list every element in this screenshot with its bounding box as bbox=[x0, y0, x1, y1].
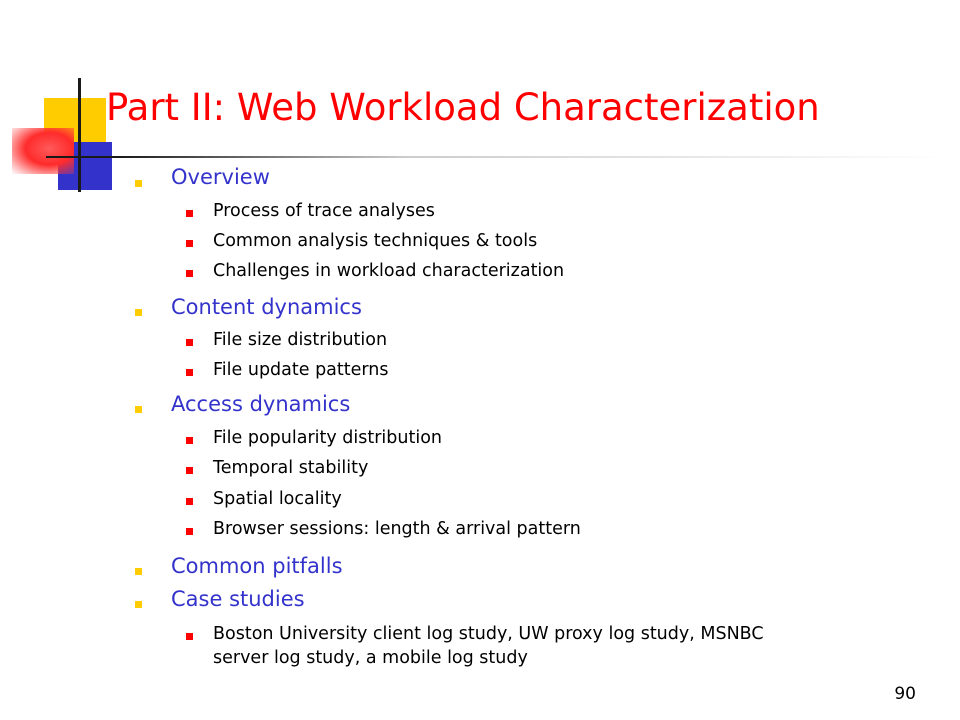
level2-bullet bbox=[186, 369, 193, 376]
section-label-common-pitfalls: Common pitfalls bbox=[171, 554, 343, 578]
page-number: 90 bbox=[894, 684, 916, 704]
vertical-rule bbox=[78, 78, 81, 192]
level2-bullet bbox=[186, 467, 193, 474]
list-item: File update patterns bbox=[213, 360, 389, 380]
level1-bullet bbox=[135, 568, 142, 575]
section-label-access-dynamics: Access dynamics bbox=[171, 392, 351, 416]
level2-bullet bbox=[186, 240, 193, 247]
level2-bullet bbox=[186, 339, 193, 346]
level2-bullet bbox=[186, 528, 193, 535]
section-label-content-dynamics: Content dynamics bbox=[171, 295, 362, 319]
title-underline bbox=[46, 156, 946, 158]
level2-bullet bbox=[186, 270, 193, 277]
list-item: Common analysis techniques & tools bbox=[213, 231, 538, 251]
level2-bullet bbox=[186, 210, 193, 217]
list-item: File size distribution bbox=[213, 330, 388, 350]
list-item: Boston University client log study, UW proxy log study, MSNBC bbox=[213, 624, 764, 644]
list-item: File popularity distribution bbox=[213, 428, 443, 448]
slide-title: Part II: Web Workload Characterization bbox=[106, 86, 820, 129]
level2-bullet bbox=[186, 437, 193, 444]
level1-bullet bbox=[135, 601, 142, 608]
level1-bullet bbox=[135, 406, 142, 413]
level2-bullet bbox=[186, 498, 193, 505]
list-item: Temporal stability bbox=[213, 458, 369, 478]
list-item: Browser sessions: length & arrival pattern bbox=[213, 519, 581, 539]
level2-bullet bbox=[186, 633, 193, 640]
level1-bullet bbox=[135, 180, 142, 187]
section-label-case-studies: Case studies bbox=[171, 587, 305, 611]
list-item-continuation: server log study, a mobile log study bbox=[213, 648, 528, 668]
list-item: Process of trace analyses bbox=[213, 201, 435, 221]
red-square bbox=[12, 128, 74, 174]
level1-bullet bbox=[135, 309, 142, 316]
section-label-overview: Overview bbox=[171, 165, 270, 189]
list-item: Challenges in workload characterization bbox=[213, 261, 565, 281]
list-item: Spatial locality bbox=[213, 489, 342, 509]
